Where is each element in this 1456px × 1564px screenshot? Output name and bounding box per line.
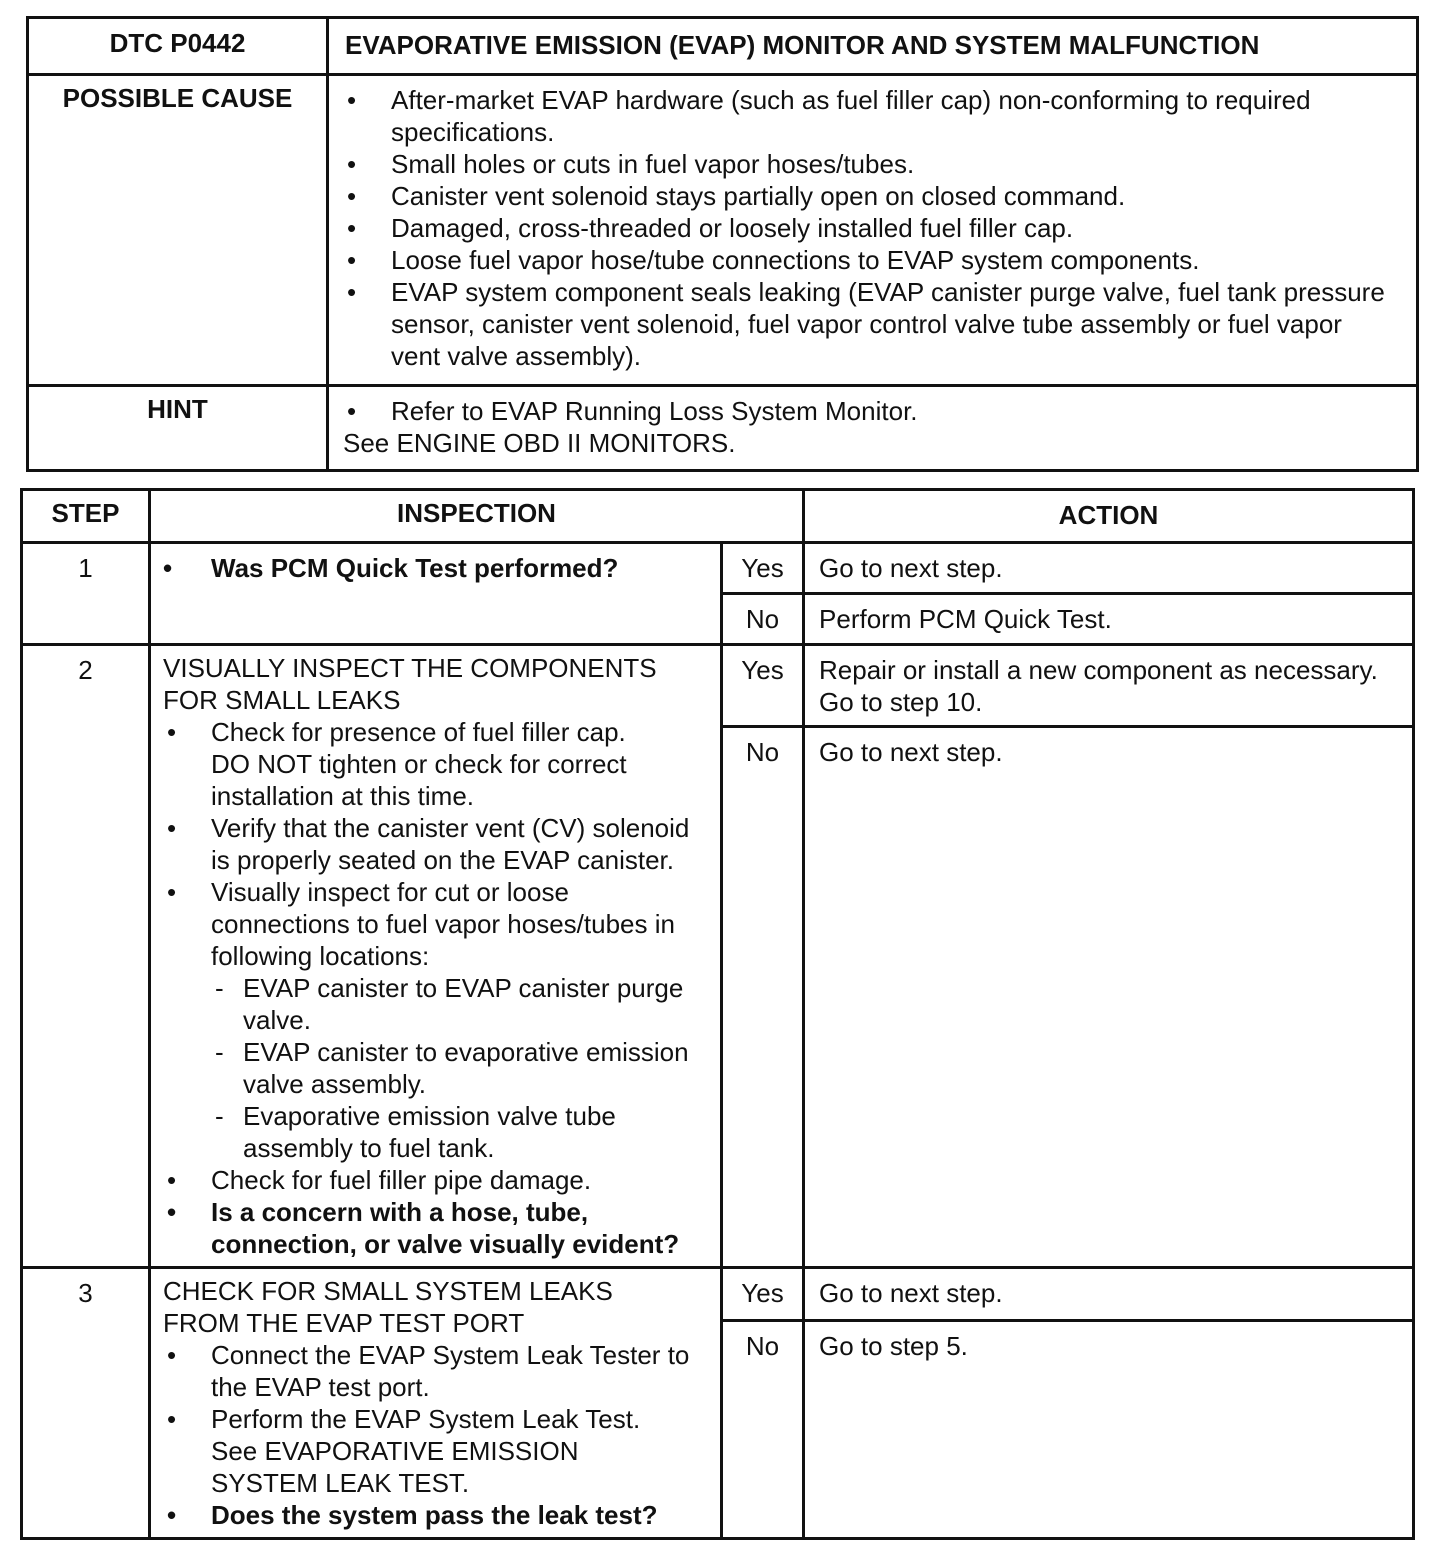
step2-bullet1: • Check for presence of fuel filler cap. [211, 717, 626, 747]
step2-bullet3: Visually inspect for cut or loose connections to fuel vapor hoses/tubes in following locations: [211, 877, 675, 971]
step3-bullet2-see1: See EVAPORATIVE EMISSION [211, 1436, 579, 1466]
possible-cause-row [28, 75, 1418, 386]
header-action: ACTION [804, 490, 1414, 543]
hint-label: HINT [28, 386, 328, 471]
step2-sub-list [211, 972, 712, 1164]
step2-bullet [163, 716, 712, 812]
hint-list [343, 395, 1402, 427]
step2-yes-label: Yes [722, 645, 804, 727]
step1-inspection [150, 543, 722, 645]
step2-sub-item: - Evaporative emission valve tube assembly to fuel tank. [211, 1100, 712, 1164]
dtc-header-row [28, 18, 1418, 75]
step3-no-action: Go to step 5. [804, 1320, 1414, 1538]
step3-number: 3 [22, 1268, 150, 1539]
step2-bullet2: • Verify that the canister vent (CV) solenoid is properly seated on the EVAP canister. [163, 812, 712, 876]
step2-title-line2: FOR SMALL LEAKS [163, 685, 401, 715]
hint-cell [328, 386, 1418, 471]
step2-no-label: No [722, 727, 804, 1268]
step2-inspection [150, 645, 722, 1268]
step1-yes-action: Go to next step. [804, 543, 1414, 594]
step2-sub-item: - EVAP canister to EVAP canister purge valve. [211, 972, 712, 1036]
step2-yes-action [804, 645, 1414, 727]
step1-number: 1 [22, 543, 150, 645]
header-step: STEP [22, 490, 150, 543]
step1-question-row [163, 552, 712, 584]
step3-question: • Does the system pass the leak test? [163, 1499, 712, 1531]
step3-yes-action: Go to next step. [804, 1268, 1414, 1321]
possible-cause-list-cell [328, 75, 1418, 386]
header-inspection: INSPECTION [150, 490, 804, 543]
hint-item: • Refer to EVAP Running Loss System Monitor. [343, 395, 1402, 427]
step2-no-action: Go to next step. [804, 727, 1414, 1268]
possible-cause-label: POSSIBLE CAUSE [28, 75, 328, 386]
possible-cause-item: • After-market EVAP hardware (such as fuel filler cap) non-conforming to required specifications. [343, 84, 1390, 148]
step2-yes-row [22, 645, 1414, 727]
step3-yes-row [22, 1268, 1414, 1321]
step3-bullet1: • Connect the EVAP System Leak Tester to the EVAP test port. [163, 1339, 712, 1403]
possible-cause-list [343, 84, 1390, 372]
steps-header-row [22, 490, 1414, 543]
step1-yes-row [22, 543, 1414, 594]
possible-cause-item: • Canister vent solenoid stays partially open on closed command. [343, 180, 1390, 212]
step2-bullet4: • Check for fuel filler pipe damage. [163, 1164, 712, 1196]
bullet-icon: • [163, 553, 173, 583]
step2-title-line1: VISUALLY INSPECT THE COMPONENTS [163, 653, 657, 683]
step3-inspection [150, 1268, 722, 1539]
dtc-table [26, 16, 1419, 472]
step1-yes-label: Yes [722, 543, 804, 594]
step1-no-action: Perform PCM Quick Test. [804, 594, 1414, 645]
dtc-code: DTC P0442 [28, 18, 328, 75]
step2-sub-item: - EVAP canister to evaporative emission valve assembly. [211, 1036, 712, 1100]
possible-cause-item: • Damaged, cross-threaded or loosely installed fuel filler cap. [343, 212, 1390, 244]
step2-bullets [163, 716, 712, 1260]
step3-bullet2: • Perform the EVAP System Leak Test. [211, 1404, 641, 1434]
dtc-title: EVAPORATIVE EMISSION (EVAP) MONITOR AND SYSTEM MALFUNCTION [328, 18, 1418, 75]
possible-cause-item: • EVAP system component seals leaking (EVAP canister purge valve, fuel tank pressure sensor, canister vent solenoid, fuel vapor control valve tube assembly or fuel vapor vent valve assembly). [343, 276, 1390, 372]
step2-number: 2 [22, 645, 150, 1268]
step3-title-line2: FROM THE EVAP TEST PORT [163, 1308, 525, 1338]
hint-see: See ENGINE OBD II MONITORS. [343, 428, 736, 458]
step3-bullets [163, 1339, 712, 1531]
step2-bullet [163, 876, 712, 1164]
step3-no-label: No [722, 1320, 804, 1538]
step1-no-label: No [722, 594, 804, 645]
step1-question: Was PCM Quick Test performed? [211, 553, 619, 583]
step2-question: • Is a concern with a hose, tube, connection, or valve visually evident? [163, 1196, 712, 1260]
steps-table [20, 488, 1415, 1540]
step3-yes-label: Yes [722, 1268, 804, 1321]
possible-cause-item: • Small holes or cuts in fuel vapor hoses/tubes. [343, 148, 1390, 180]
step2-yes-action-line1: Repair or install a new component as necessary. [819, 655, 1378, 685]
step2-bullet1-note: DO NOT tighten or check for correct installation at this time. [211, 749, 627, 811]
possible-cause-item: • Loose fuel vapor hose/tube connections to EVAP system components. [343, 244, 1390, 276]
hint-row [28, 386, 1418, 471]
step3-bullet [163, 1403, 712, 1499]
step3-title-line1: CHECK FOR SMALL SYSTEM LEAKS [163, 1276, 613, 1306]
step2-yes-action-line2: Go to step 10. [819, 687, 983, 717]
step3-bullet2-see2: SYSTEM LEAK TEST. [211, 1468, 470, 1498]
